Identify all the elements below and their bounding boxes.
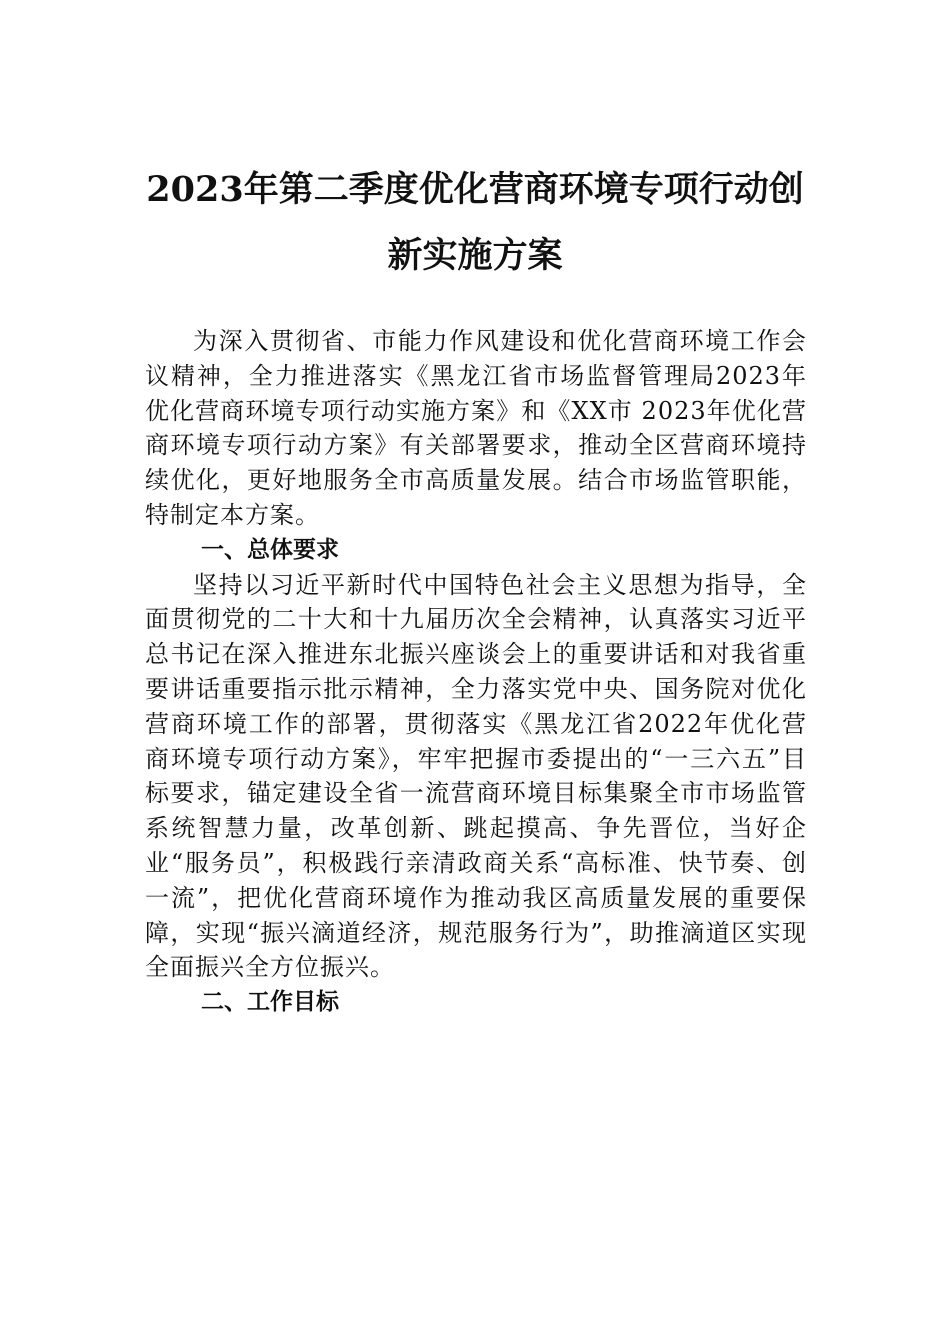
document-body	[145, 324, 807, 1020]
section-heading-general-requirements: 一、总体要求	[201, 536, 339, 563]
document-title-line-1: 2023年第二季度优化营商环境专项行动创	[146, 169, 804, 210]
section-heading-work-goals: 二、工作目标	[201, 989, 339, 1016]
intro-paragraph: 为深入贯彻省、市能力作风建设和优化营商环境工作会议精神，全力推进落实《黑龙江省市场监督管理局2023年优化营商环境专项行动实施方案》和《XX市 2023年优化营商环境专项行动方案》有关部署要求，推动全区营商环境持续优化，更好地服务全市高质量发展。结合市场监管职能，特制定本方案。	[145, 327, 807, 529]
document-title-line-2: 新实施方案	[387, 235, 563, 276]
general-requirements-paragraph: 坚持以习近平新时代中国特色社会主义思想为指导，全面贯彻党的二十大和十九届历次全会精神，认真落实习近平总书记在深入推进东北振兴座谈会上的重要讲话和对我省重要讲话重要指示批示精神，全力落实党中央、国务院对优化营商环境工作的部署，贯彻落实《黑龙江省2022年优化营商环境专项行动方案》，牢牢把握市委提出的“一三六五”目标要求，锚定建设全省一流营商环境目标集聚全市市场监管系统智慧力量，改革创新、跳起摸高、争先晋位，当好企业“服务员”，积极践行亲清政商关系“高标准、快节奏、创一流”，把优化营商环境作为推动我区高质量发展的重要保障，实现“振兴滴道经济，规范服务行为”，助推滴道区实现全面振兴全方位振兴。	[145, 570, 807, 982]
